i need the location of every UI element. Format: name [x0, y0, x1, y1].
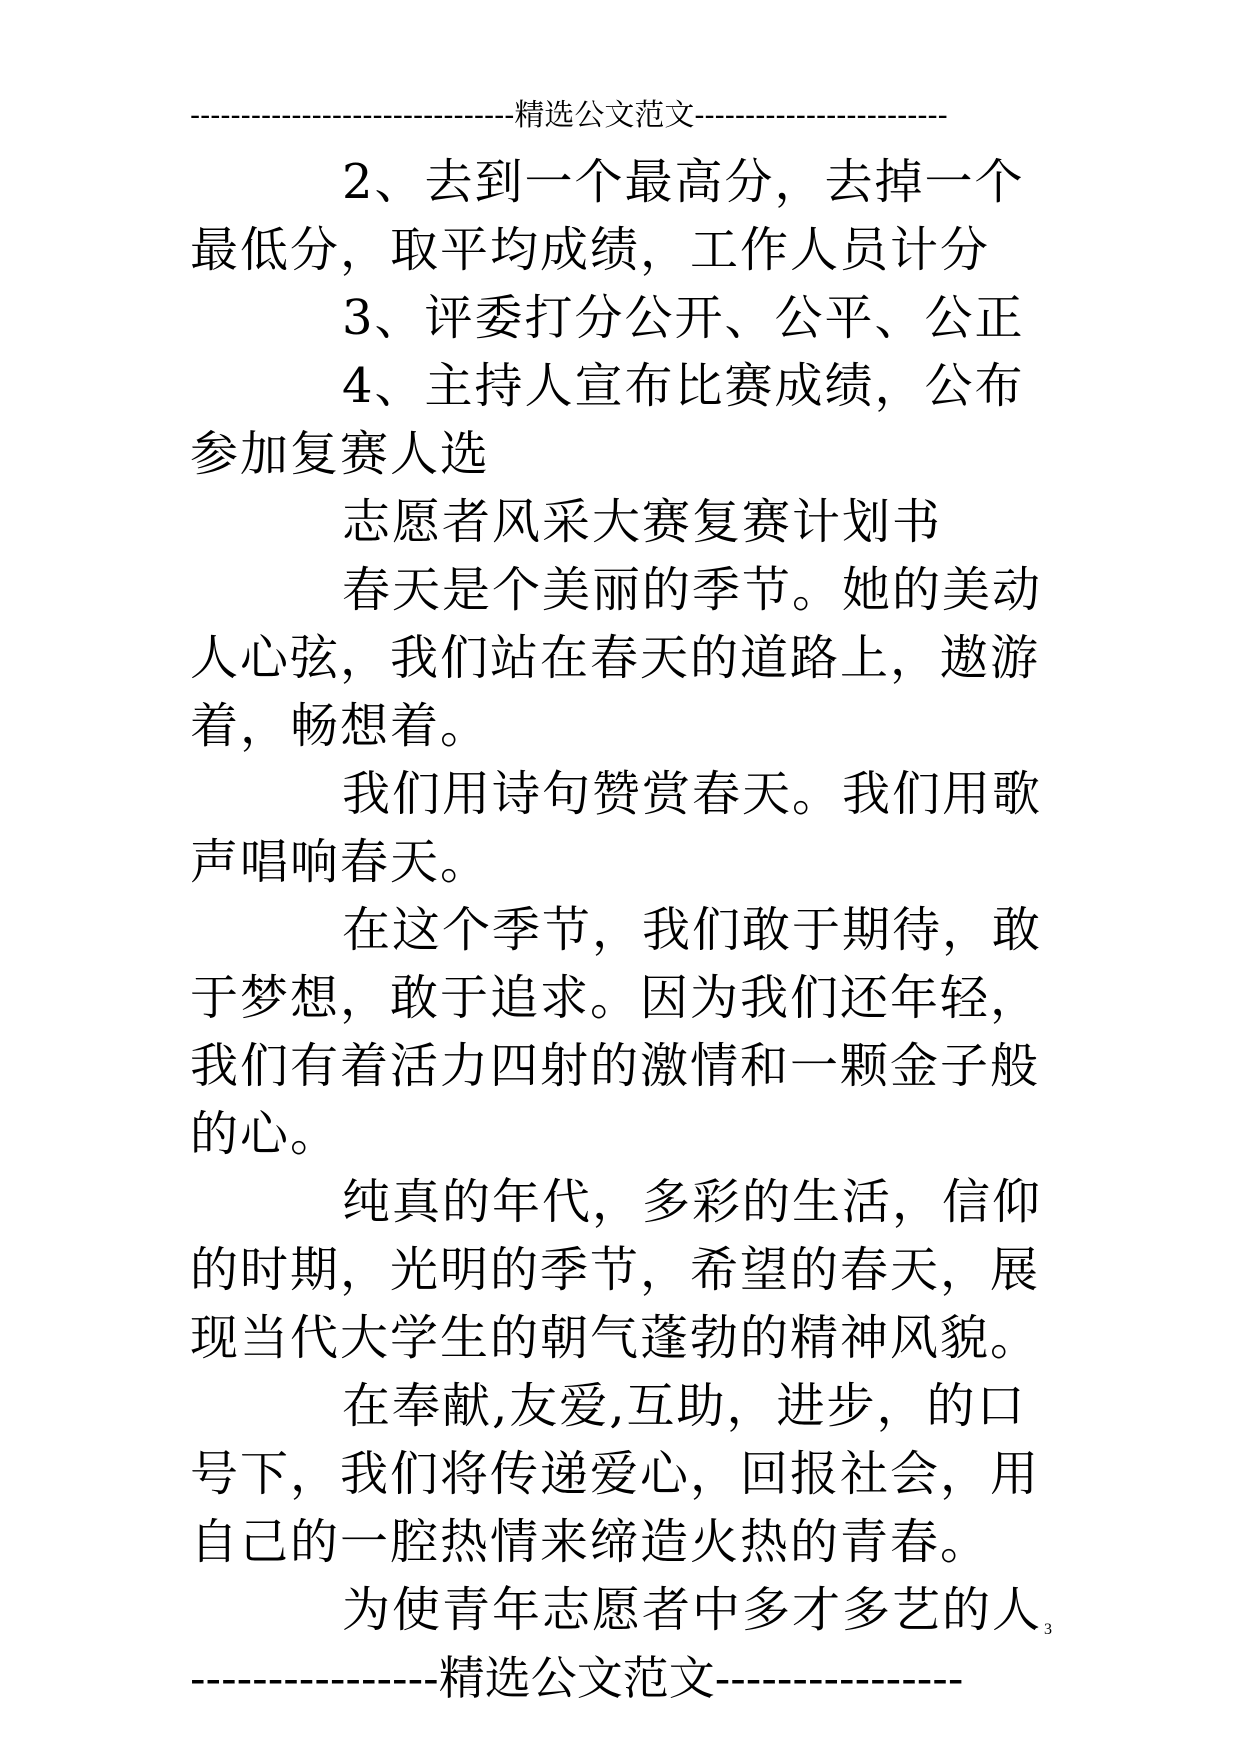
- page-footer: ----------------精选公文范文----------------: [190, 1651, 964, 1705]
- document-body: [190, 148, 1060, 1644]
- paragraph: 为使青年志愿者中多才多艺的人: [342, 1582, 1043, 1638]
- paragraph: 我们用诗句赞赏春天。我们用歌声唱响春天。: [190, 766, 1043, 890]
- paragraph: 在这个季节，我们敢于期待，敢于梦想，敢于追求。因为我们还年轻，我们有着活力四射的激情和一颗金子般的心。: [190, 902, 1043, 1162]
- document-title: 志愿者风采大赛复赛计划书: [342, 494, 943, 550]
- paragraph: 在奉献,友爱,互助，进步，的口号下，我们将传递爱心，回报社会，用自己的一腔热情来缔造火热的青春。: [190, 1378, 1041, 1570]
- page-header: --------------------------------精选公文范文-------------------------: [190, 98, 948, 133]
- paragraph: 纯真的年代，多彩的生活，信仰的时期，光明的季节，希望的春天，展现当代大学生的朝气蓬勃的精神风貌。: [190, 1174, 1043, 1366]
- paragraph: 4、主持人宣布比赛成绩，公布参加复赛人选: [190, 358, 1025, 482]
- paragraph: 3、评委打分公开、公平、公正: [342, 290, 1025, 346]
- page-number: 3: [1044, 1621, 1052, 1638]
- paragraph: 2、去到一个最高分，去掉一个最低分，取平均成绩，工作人员计分: [190, 154, 1025, 278]
- paragraph: 春天是个美丽的季节。她的美动人心弦，我们站在春天的道路上，遨游着，畅想着。: [190, 562, 1043, 754]
